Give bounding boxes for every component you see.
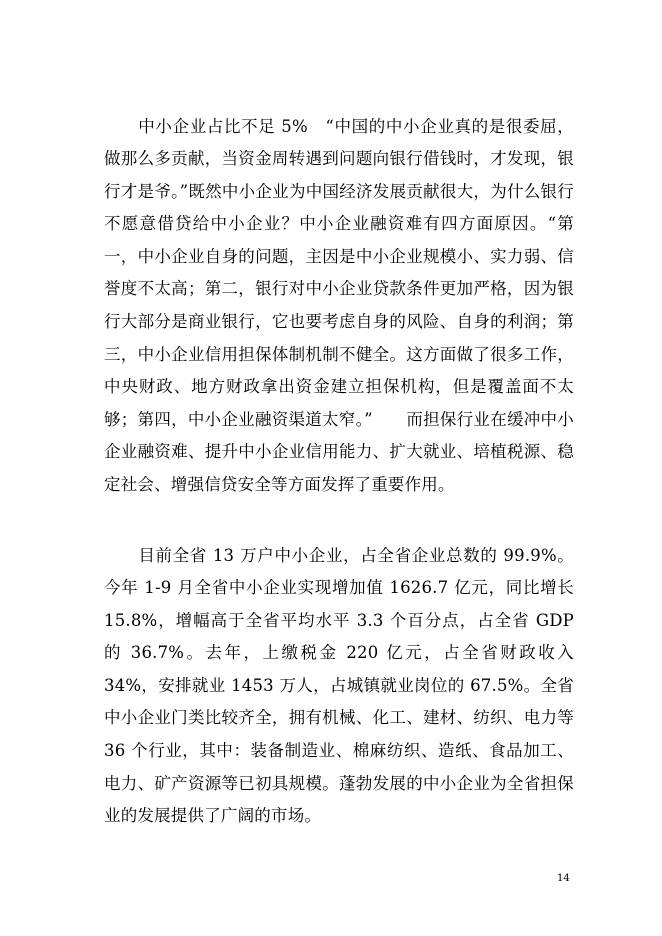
paragraph-sme-financing: 中小企业占比不足 5% “中国的中小企业真的是很委屈，做那么多贡献，当资金周转遇到问题向银行借钱时，才发现，银行才是爷。”既然中小企业为中国经济发展贡献很大，为什么银行不愿意借贷给中小企业？中小企业融资难有四方面原因。“第一，中小企业自身的问题，主因是中小企业规模小、实力弱、信誉度不太高；第二，银行对中小企业贷款条件更加严格，因为银行大部分是商业银行，它也要考虑自身的风险、自身的利润；第三，中小企业信用担保体制机制不健全。这方面做了很多工作，中央财政、地方财政拿出资金建立担保机构，但是覆盖面不太够；第四，中小企业融资渠道太窄。” 而担保行业在缓冲中小企业融资难、提升中小企业信用能力、扩大就业、培植税源、稳定社会、增强信贷安全等方面发挥了重要作用。	[104, 116, 574, 495]
page-number: 14	[557, 873, 570, 884]
paragraph-province-sme-stats: 目前全省 13 万户中小企业，占全省企业总数的 99.9%。今年 1-9 月全省中小企业实现增加值 1626.7 亿元，同比增长 15.8%，增幅高于全省平均水平 3.3 个百分点，占全省 GDP 的 36.7%。去年，上缴税金 220 亿元，占全省财政收入 34%，安排就业 1453 万人，占城镇就业岗位的 67.5%。全省中小企业门类比较齐全，拥有机械、化工、建材、纺织、电力等 36 个行业，其中：装备制造业、棉麻纺织、造纸、食品加工、电力、矿产资源等已初具规模。蓬勃发展的中小企业为全省担保业的发展提供了广阔的市场。	[104, 545, 574, 826]
